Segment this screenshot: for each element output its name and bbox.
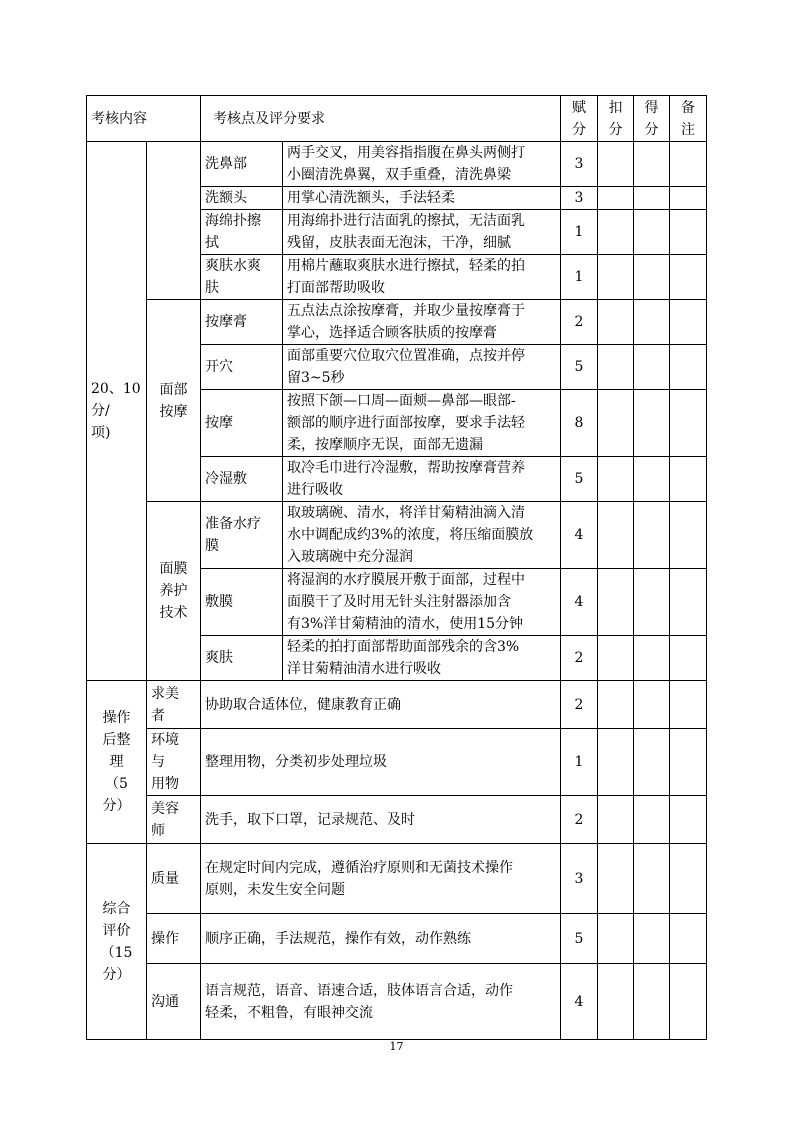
text-line: 面膜干了及时用无针头注射器添加含 [287,594,511,610]
item-cell [201,345,283,390]
header-got-line: 得 [644,99,659,116]
item-cell [147,681,201,729]
deduct-cell [598,142,634,187]
got-cell [634,457,670,502]
text-line: 小圈清洗鼻翼，双手重叠，清洗鼻梁 [287,167,511,183]
got-cell [634,502,670,569]
score-cell: 3 [561,844,598,914]
score-cell: 1 [561,210,598,255]
table-body [87,96,707,1040]
table-row [87,300,707,345]
group-mask [147,502,201,681]
table-row [87,964,707,1040]
item-cell [201,210,283,255]
remark-cell [670,914,707,964]
text-line: 20、10 [91,381,141,397]
desc-cell [283,345,561,390]
score-cell: 4 [561,569,598,636]
got-cell [634,210,670,255]
remark-cell [670,681,707,729]
text-line: 轻柔的拍打面部帮助面部残余的含3% [287,639,520,655]
text-line: 留3~5秒 [287,370,345,386]
table-row [87,729,707,796]
text-line: 海绵扑擦 [205,213,261,229]
deduct-cell [598,681,634,729]
text-line: 五点法点涂按摩膏，并取少量按摩膏于 [287,303,525,319]
text-line: 洋甘菊精油清水进行吸收 [287,661,441,677]
table-row [87,502,707,569]
got-cell [634,636,670,681]
section-label [87,844,147,1040]
item-cell [201,457,283,502]
text-line: 进行吸收 [287,482,343,498]
table-row [87,142,707,187]
text-line: 柔，按摩顺序无误，面部无遗漏 [287,437,483,453]
header-remark [670,96,707,142]
section-label [87,142,147,681]
got-cell [634,964,670,1040]
text-line: 取玻璃碗、清水，将洋甘菊精油滴入清 [287,505,525,521]
text-line: 有3%洋甘菊精油的清水，使用15分钟 [287,616,524,632]
header-content: 考核内容 [87,96,201,142]
remark-cell [670,844,707,914]
text-line: 质量 [151,870,179,887]
remark-cell [670,964,707,1040]
text-line: 敷膜 [205,594,233,610]
text-line: 按摩膏 [205,314,247,330]
table-row [87,844,707,914]
text-line: 入玻璃碗中充分湿润 [287,549,413,565]
remark-cell [670,255,707,300]
score-cell: 5 [561,914,598,964]
desc-cell [283,210,561,255]
got-cell [634,729,670,796]
text-line: 额部的顺序进行面部按摩，要求手法轻 [287,415,525,431]
text-line: 沟通 [151,993,179,1010]
desc-cell [283,255,561,300]
text-line: 膜 [205,538,219,554]
text-line: 准备水疗 [205,516,261,532]
text-line: 语言规范，语音、语速合适，肢体语言合适，动作 [205,982,513,999]
item-cell [147,964,201,1040]
text-line: 用掌心清洗额头，手法轻柔 [287,190,455,206]
text-line: 原则，未发生安全问题 [205,881,345,898]
deduct-cell [598,187,634,210]
header-score [561,96,598,142]
item-cell [201,502,283,569]
header-deduct-line: 分 [608,121,623,138]
item-cell [201,569,283,636]
desc-cell [201,796,561,844]
text-line: 爽肤 [205,650,233,666]
score-cell: 5 [561,457,598,502]
text-line: 环境 [151,732,179,748]
text-line: 开穴 [205,359,233,375]
text-line: 在规定时间内完成，遵循治疗原则和无菌技术操作 [205,859,513,876]
desc-cell [283,457,561,502]
item-cell [147,844,201,914]
score-cell: 3 [561,142,598,187]
remark-cell [670,457,707,502]
text-line: 爽肤水爽 [205,258,261,274]
text-line: 拭 [205,235,219,251]
text-line: 顺序正确，手法规范，操作有效，动作熟练 [205,930,471,947]
text-line: 技术 [159,605,188,621]
score-cell: 8 [561,390,598,457]
text-line: 两手交叉，用美容指指腹在鼻头两侧打 [287,145,525,161]
item-cell [201,300,283,345]
got-cell [634,187,670,210]
desc-cell [201,964,561,1040]
deduct-cell [598,255,634,300]
text-line: 师 [151,822,165,839]
text-line: 洗额头 [205,190,247,206]
deduct-cell [598,457,634,502]
header-deduct-line: 扣 [608,99,623,116]
assessment-table [86,95,707,1040]
remark-cell [670,569,707,636]
text-line: （15 [100,944,133,961]
item-cell [201,187,283,210]
deduct-cell [598,345,634,390]
item-cell [201,390,283,457]
remark-cell [670,390,707,457]
table-row [87,796,707,844]
score-cell: 2 [561,681,598,729]
deduct-cell [598,844,634,914]
text-line: 残留，皮肤表面无泡沫，干净，细腻 [287,235,511,251]
text-line: 掌心，选择适合顾客肤质的按摩膏 [287,325,497,341]
text-line: 养护 [159,583,188,599]
desc-cell [201,914,561,964]
text-line: 肤 [205,280,219,296]
deduct-cell [598,300,634,345]
text-line: 冷湿敷 [205,471,247,487]
text-line: 理 [109,754,124,770]
got-cell [634,390,670,457]
deduct-cell [598,914,634,964]
deduct-cell [598,210,634,255]
desc-cell [283,142,561,187]
text-line: 分/ [91,403,110,419]
text-line: 分） [102,798,131,814]
item-cell [201,636,283,681]
item-cell [147,729,201,796]
remark-cell [670,502,707,569]
got-cell [634,142,670,187]
text-line: 用物 [151,776,179,792]
text-line: 轻柔，不粗鲁，有眼神交流 [205,1004,373,1021]
text-line: 打面部帮助吸收 [287,280,385,296]
remark-cell [670,729,707,796]
text-line: 美容 [151,800,179,817]
text-line: 用海绵扑进行洁面乳的擦拭，无洁面乳 [287,213,525,229]
text-line: 面部 [159,381,188,398]
desc-cell [201,844,561,914]
desc-cell [283,187,561,210]
remark-cell [670,300,707,345]
deduct-cell [598,729,634,796]
item-cell [147,914,201,964]
score-cell: 1 [561,255,598,300]
score-cell: 2 [561,636,598,681]
desc-cell [283,390,561,457]
score-cell: 4 [561,502,598,569]
deduct-cell [598,964,634,1040]
got-cell [634,345,670,390]
remark-cell [670,345,707,390]
text-line: 者 [151,707,165,724]
text-line: （5 [105,776,128,792]
got-cell [634,796,670,844]
group-cell [147,142,201,300]
remark-cell [670,187,707,210]
remark-cell [670,796,707,844]
deduct-cell [598,636,634,681]
header-remark-line: 备 [681,99,695,116]
desc-cell [283,569,561,636]
text-line: 洗手，取下口罩，记录规范、及时 [205,811,415,828]
deduct-cell [598,569,634,636]
remark-cell [670,142,707,187]
remark-cell [670,636,707,681]
deduct-cell [598,502,634,569]
text-line: 项) [91,425,111,441]
deduct-cell [598,390,634,457]
desc-cell [283,636,561,681]
header-got [634,96,670,142]
got-cell [634,300,670,345]
text-line: 按摩 [159,403,188,420]
score-cell: 5 [561,345,598,390]
desc-cell [201,681,561,729]
score-cell: 3 [561,187,598,210]
got-cell [634,844,670,914]
text-line: 将湿润的水疗膜展开敷于面部，过程中 [287,572,525,588]
header-score-line: 赋 [572,99,586,116]
header-score-line: 分 [572,121,586,138]
header-deduct [598,96,634,142]
header-row [87,96,707,142]
text-line: 取冷毛巾进行冷湿敷，帮助按摩膏营养 [287,460,525,476]
text-line: 面膜 [159,561,188,577]
desc-cell [283,300,561,345]
score-cell: 2 [561,796,598,844]
remark-cell [670,210,707,255]
item-cell [147,796,201,844]
text-line: 按摩 [205,415,233,431]
score-cell: 1 [561,729,598,796]
score-cell: 4 [561,964,598,1040]
text-line: 操作 [102,710,131,726]
page-number: 17 [389,1040,404,1053]
text-line: 面部重要穴位取穴位置准确，点按并停 [287,348,525,364]
got-cell [634,914,670,964]
text-line: 水中调配成约3%的浓度，将压缩面膜放 [287,527,534,543]
got-cell [634,255,670,300]
table-row [87,914,707,964]
text-line: 分） [102,966,131,983]
header-got-line: 分 [644,121,659,138]
text-line: 综合 [102,900,131,917]
text-line: 用棉片蘸取爽肤水进行擦拭，轻柔的拍 [287,258,525,274]
text-line: 评价 [102,922,131,939]
got-cell [634,681,670,729]
table-row [87,681,707,729]
text-line: 求美 [151,685,179,702]
text-line: 操作 [151,930,179,947]
desc-cell [283,502,561,569]
score-cell: 2 [561,300,598,345]
section-label [87,681,147,844]
item-cell [201,142,283,187]
header-remark-line: 注 [681,121,695,138]
text-line: 按照下颌—口周—面颊—鼻部—眼部- [287,393,516,409]
text-line: 后整 [102,732,131,748]
deduct-cell [598,796,634,844]
text-line: 协助取合适体位，健康教育正确 [205,696,401,713]
desc-cell [201,729,561,796]
text-line: 与 [151,754,165,770]
got-cell [634,569,670,636]
header-points: 考核点及评分要求 [201,96,561,142]
group-massage [147,300,201,502]
text-line: 整理用物，分类初步处理垃圾 [205,754,387,770]
item-cell [201,255,283,300]
text-line: 洗鼻部 [205,156,247,172]
